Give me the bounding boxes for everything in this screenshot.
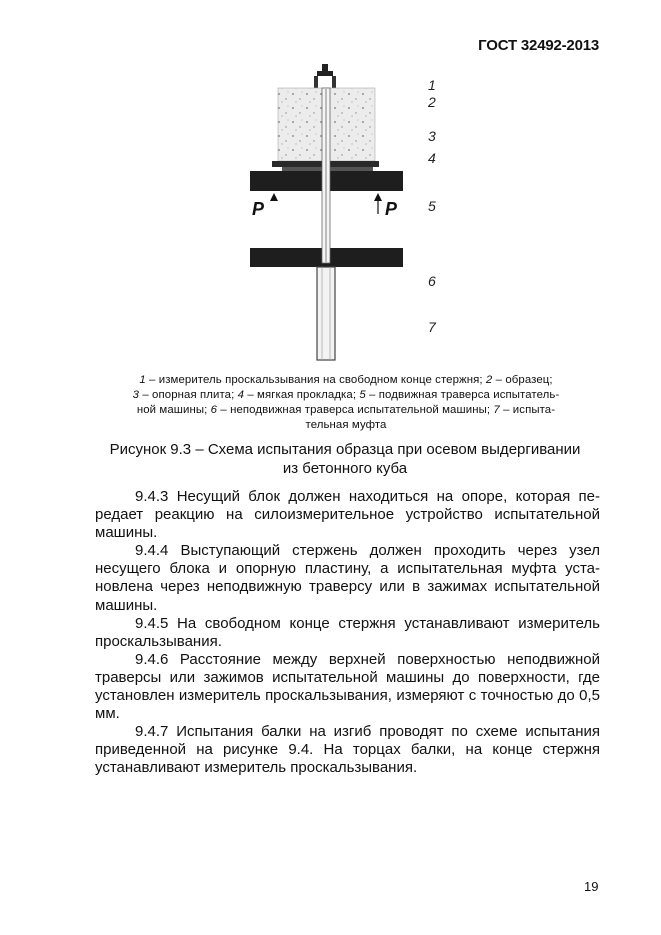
paragraph-9-4-5: 9.4.5 На свободном конце стержня устанавливают измеритель проскальзывания. — [95, 614, 600, 650]
legend-number: 1 — [139, 374, 146, 386]
legend-number: 7 — [493, 404, 500, 416]
caption-line: Рисунок 9.3 – Схема испытания образца при осевом выдергивании — [109, 441, 581, 458]
legend-text: – измеритель проскальзывания на свободном конце стержня; — [145, 374, 486, 386]
legend-number: 3 — [132, 389, 140, 401]
figure-label-1: 1 — [428, 77, 436, 93]
right-support-arrow — [374, 193, 382, 201]
legend-line — [96, 403, 596, 418]
legend-text: тельная муфта — [305, 419, 387, 431]
legend-text: – испыта- — [499, 404, 556, 416]
legend-line — [96, 418, 596, 433]
legend-number: 6 — [210, 404, 218, 416]
standard-code: ГОСТ 32492-2013 — [478, 37, 599, 54]
paragraph-9-4-3: 9.4.3 Несущий блок должен находиться на опоре, которая пе-редает реакцию на силоизмерительное устройство испытательной машины. — [95, 488, 600, 542]
figure-label-5: 5 — [428, 198, 436, 214]
test-coupler — [317, 267, 335, 360]
legend-number: 4 — [237, 389, 245, 401]
force-label-left: P — [252, 199, 265, 219]
legend-number: 5 — [359, 389, 366, 401]
legend-line — [96, 388, 596, 403]
figure-label-7: 7 — [428, 319, 436, 335]
page-number: 19 — [584, 879, 599, 894]
legend-text: – образец; — [492, 374, 553, 386]
section-body — [95, 488, 600, 778]
legend-number: 2 — [485, 374, 493, 386]
figure-label-2: 2 — [428, 94, 436, 110]
paragraph-9-4-7: 9.4.7 Испытания балки на изгиб проводят по схеме испытания приведенной на рисунке 9.4. На торцах балки, на конце стержня устанавливают измеритель проскальзывания. — [95, 723, 600, 777]
force-label-right: P — [385, 199, 398, 219]
caption-line: из бетонного куба — [282, 460, 408, 477]
slip-gauge — [314, 64, 336, 88]
legend-text: ной машины; — [136, 404, 211, 416]
legend-text: – подвижная траверса испытатель- — [365, 389, 560, 401]
legend-text: – мягкая прокладка; — [244, 389, 360, 401]
paragraph-9-4-4: 9.4.4 Выступающий стержень должен проходить через узел несущего блока и опорную пластину, а испытательная муфта уста-новлена через неподвижную траверсу или в зажимах испытательной машины. — [95, 542, 600, 614]
figure-legend — [96, 373, 596, 433]
legend-text: – неподвижная траверса испытательной машины; — [217, 404, 494, 416]
legend-line — [96, 373, 596, 388]
test-scheme-drawing — [248, 62, 448, 362]
figure-label-4: 4 — [428, 150, 436, 166]
paragraph-9-4-6: 9.4.6 Расстояние между верхней поверхностью неподвижной траверсы или зажимов испытательной машины до поверхности, где установлен измеритель проскальзывания, измеряют с точностью до 0,5 мм. — [95, 650, 600, 723]
figure-label-6: 6 — [428, 273, 436, 289]
left-support-arrow — [270, 193, 278, 201]
test-scheme-figure — [248, 62, 448, 362]
figure-label-3: 3 — [428, 128, 436, 144]
legend-text: – опорная плита; — [139, 389, 238, 401]
figure-caption — [90, 440, 600, 478]
